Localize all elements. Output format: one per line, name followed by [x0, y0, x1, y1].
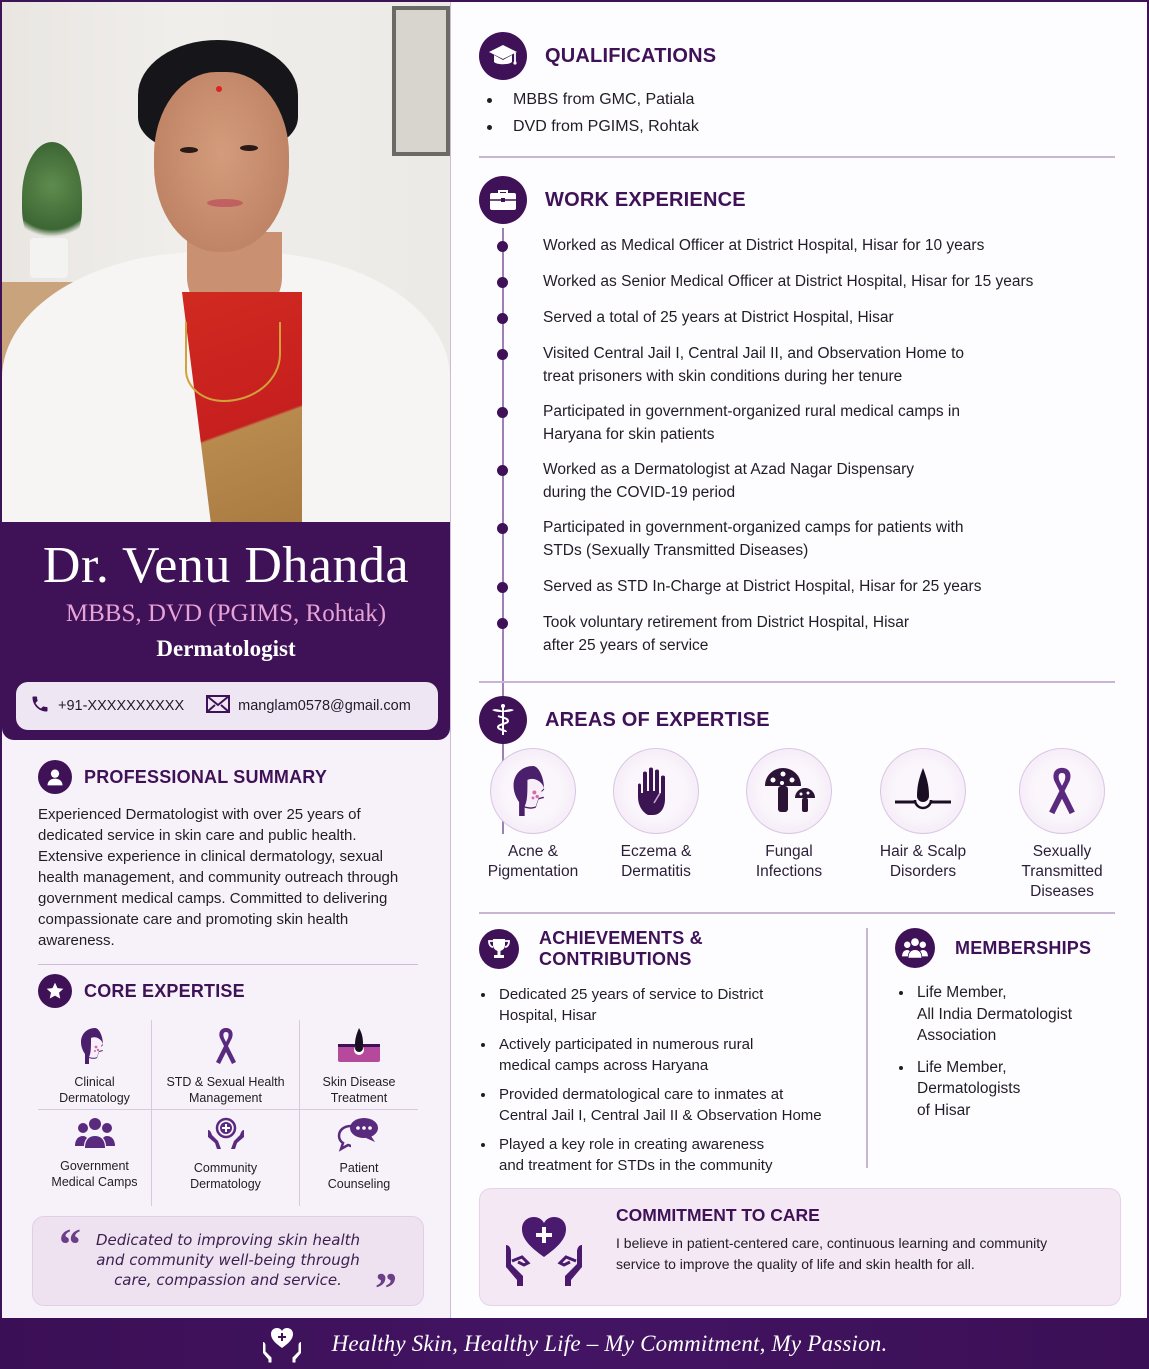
email-address[interactable]: manglam0578@gmail.com — [238, 698, 411, 714]
timeline-dot — [497, 241, 508, 252]
section-heading: MEMBERSHIPS — [955, 937, 1092, 958]
plant — [22, 142, 82, 252]
work-item-text: Visited Central Jail I, Central Jail II, and Observation Home to treat prisoners with skin conditions during her tenure — [543, 345, 964, 385]
eye — [240, 145, 258, 151]
core-item-label: Government Medical Camps — [51, 1159, 138, 1189]
face-profile-icon — [77, 1026, 113, 1066]
eye — [180, 147, 198, 153]
memberships-section — [895, 928, 1125, 1131]
summary-text: Experienced Dermatologist with over 25 years of dedicated service in skin care and public health. Extensive experience in clinical dermatology, sexual health management, and community outreach through government medical camps. Committed to delivering compassionate care and promoting skin health awareness. — [38, 806, 399, 949]
expertise-area-label: Eczema & Dermatitis — [620, 843, 692, 880]
membership-item: Life Member, All India Dermatologist Association — [895, 982, 1125, 1047]
doctor-name: Dr. Venu Dhanda — [42, 537, 410, 594]
close-quote-mark: ” — [375, 1264, 397, 1313]
face — [154, 72, 289, 252]
timeline-dot — [497, 582, 508, 593]
work-experience-section — [479, 176, 1119, 654]
timeline-dot — [497, 277, 508, 288]
timeline-dot — [497, 313, 508, 324]
divider — [479, 156, 1115, 158]
expertise-area — [591, 748, 721, 882]
timeline-dot — [497, 407, 508, 418]
footer-banner — [0, 1318, 1149, 1369]
group-icon — [895, 928, 935, 968]
hair-follicle-icon — [893, 766, 953, 816]
expertise-area-label: Hair & Scalp Disorders — [879, 843, 967, 880]
group-icon — [75, 1116, 115, 1150]
bindi — [216, 86, 222, 92]
left-column — [2, 2, 450, 1318]
qualifications-section — [479, 32, 716, 140]
expertise-area-label: Fungal Infections — [755, 843, 823, 880]
section-heading: PROFESSIONAL SUMMARY — [84, 766, 328, 787]
vertical-divider — [866, 928, 868, 1168]
ribbon-icon — [212, 1026, 240, 1066]
core-item-label: STD & Sexual Health Management — [166, 1075, 285, 1105]
doctor-degree: MBBS, DVD (PGIMS, Rohtak) — [65, 600, 387, 627]
trophy-icon — [479, 929, 519, 969]
work-item-text: Served as STD In-Charge at District Hospital, Hisar for 25 years — [543, 578, 982, 595]
achievement-item: Dedicated 25 years of service to District Hospital, Hisar — [479, 984, 859, 1026]
commitment-box — [479, 1188, 1121, 1306]
qualification-item: MBBS from GMC, Patiala — [479, 86, 716, 113]
quote-box — [32, 1216, 424, 1313]
membership-item: Life Member, Dermatologists of Hisar — [895, 1057, 1125, 1122]
doctor-title: Dermatologist — [156, 636, 296, 661]
work-item-text: Served a total of 25 years at District Hospital, Hisar — [543, 309, 894, 326]
work-item-text: Participated in government-organized rural medical camps in Haryana for skin patients — [543, 403, 960, 443]
core-expertise — [38, 974, 418, 1206]
expertise-area — [997, 748, 1127, 902]
core-item-label: Skin Disease Treatment — [322, 1075, 396, 1105]
timeline-dot — [497, 523, 508, 534]
section-heading: QUALIFICATIONS — [545, 44, 717, 67]
timeline-dot — [497, 349, 508, 360]
section-heading: WORK EXPERIENCE — [545, 188, 746, 211]
phone-number: +91-XXXXXXXXXX — [58, 698, 185, 714]
commitment-text: I believe in patient-centered care, continuous learning and community service to improve the quality of life and skin health for all. — [616, 1235, 1048, 1272]
core-item-label: Patient Counseling — [327, 1161, 391, 1191]
core-item-label: Clinical Dermatology — [59, 1075, 130, 1105]
commitment-heading: COMMITMENT TO CARE — [616, 1205, 820, 1225]
core-item — [152, 1020, 300, 1110]
face-profile-icon — [508, 763, 558, 819]
envelope-icon — [206, 695, 230, 717]
email-contact[interactable] — [206, 695, 411, 717]
work-item-text: Worked as Senior Medical Officer at District Hospital, Hisar for 15 years — [543, 273, 1034, 290]
care-hands-icon — [206, 1116, 246, 1152]
achievements-section — [479, 928, 859, 1184]
divider — [479, 681, 1115, 683]
expertise-area — [858, 748, 988, 882]
core-item — [300, 1020, 418, 1110]
core-item — [38, 1110, 152, 1206]
expertise-area — [724, 748, 854, 882]
footer-tagline: Healthy Skin, Healthy Life – My Commitment, My Passion. — [331, 1330, 888, 1356]
quote-text: Dedicated to improving skin health and community well-being through care, compassion and service. — [95, 1231, 361, 1289]
open-quote-mark: “ — [59, 1220, 81, 1269]
name-banner — [2, 522, 450, 740]
plant-pot — [30, 238, 68, 278]
work-item-text: Worked as a Dermatologist at Azad Nagar Dispensary during the COVID-19 period — [543, 461, 915, 501]
caduceus-icon — [479, 696, 527, 744]
work-item-text: Participated in government-organized camps for patients with STDs (Sexually Transmitted Diseases) — [543, 519, 964, 559]
contact-bar — [16, 682, 438, 730]
divider — [479, 912, 1115, 914]
core-item — [38, 1020, 152, 1110]
areas-of-expertise-section — [479, 696, 1119, 900]
section-heading: ACHIEVEMENTS & CONTRIBUTIONS — [539, 928, 703, 969]
achievement-item: Played a key role in creating awareness and treatment for STDs in the community — [479, 1134, 859, 1176]
profile-photo — [2, 2, 450, 522]
mushroom-icon — [761, 766, 817, 816]
core-item — [300, 1110, 418, 1206]
core-item — [152, 1110, 300, 1206]
right-column — [450, 2, 1147, 1318]
briefcase-icon — [479, 176, 527, 224]
achievement-item: Actively participated in numerous rural medical camps across Haryana — [479, 1034, 859, 1076]
expertise-area — [468, 748, 598, 882]
hair-follicle-icon — [336, 1026, 382, 1066]
expertise-area-label: Sexually Transmitted Diseases — [1021, 843, 1103, 900]
expertise-area-label: Acne & Pigmentation — [487, 843, 579, 880]
qualification-item: DVD from PGIMS, Rohtak — [479, 113, 716, 140]
divider — [38, 964, 418, 965]
achievement-item: Provided dermatological care to inmates at Central Jail I, Central Jail II & Observation Home — [479, 1084, 859, 1126]
work-item-text: Took voluntary retirement from District Hospital, Hisar after 25 years of service — [543, 614, 910, 654]
chat-bubbles-icon — [337, 1116, 381, 1152]
phone-contact[interactable] — [30, 694, 184, 718]
core-item-label: Community Dermatology — [190, 1161, 261, 1191]
heart-hands-icon — [504, 1211, 584, 1287]
hand-icon — [634, 765, 678, 817]
work-item-text: Worked as Medical Officer at District Hospital, Hisar for 10 years — [543, 237, 985, 254]
wall-frame — [392, 6, 450, 156]
timeline-dot — [497, 465, 508, 476]
phone-icon — [30, 694, 50, 718]
section-heading: AREAS OF EXPERTISE — [545, 708, 770, 731]
section-heading: CORE EXPERTISE — [84, 980, 245, 1001]
heart-hands-icon — [262, 1325, 302, 1363]
timeline-dot — [497, 618, 508, 629]
ribbon-icon — [1044, 763, 1080, 819]
professional-summary — [38, 760, 418, 951]
user-icon — [38, 760, 72, 794]
lips — [207, 199, 243, 207]
graduation-cap-icon — [479, 32, 527, 80]
star-icon — [38, 974, 72, 1008]
